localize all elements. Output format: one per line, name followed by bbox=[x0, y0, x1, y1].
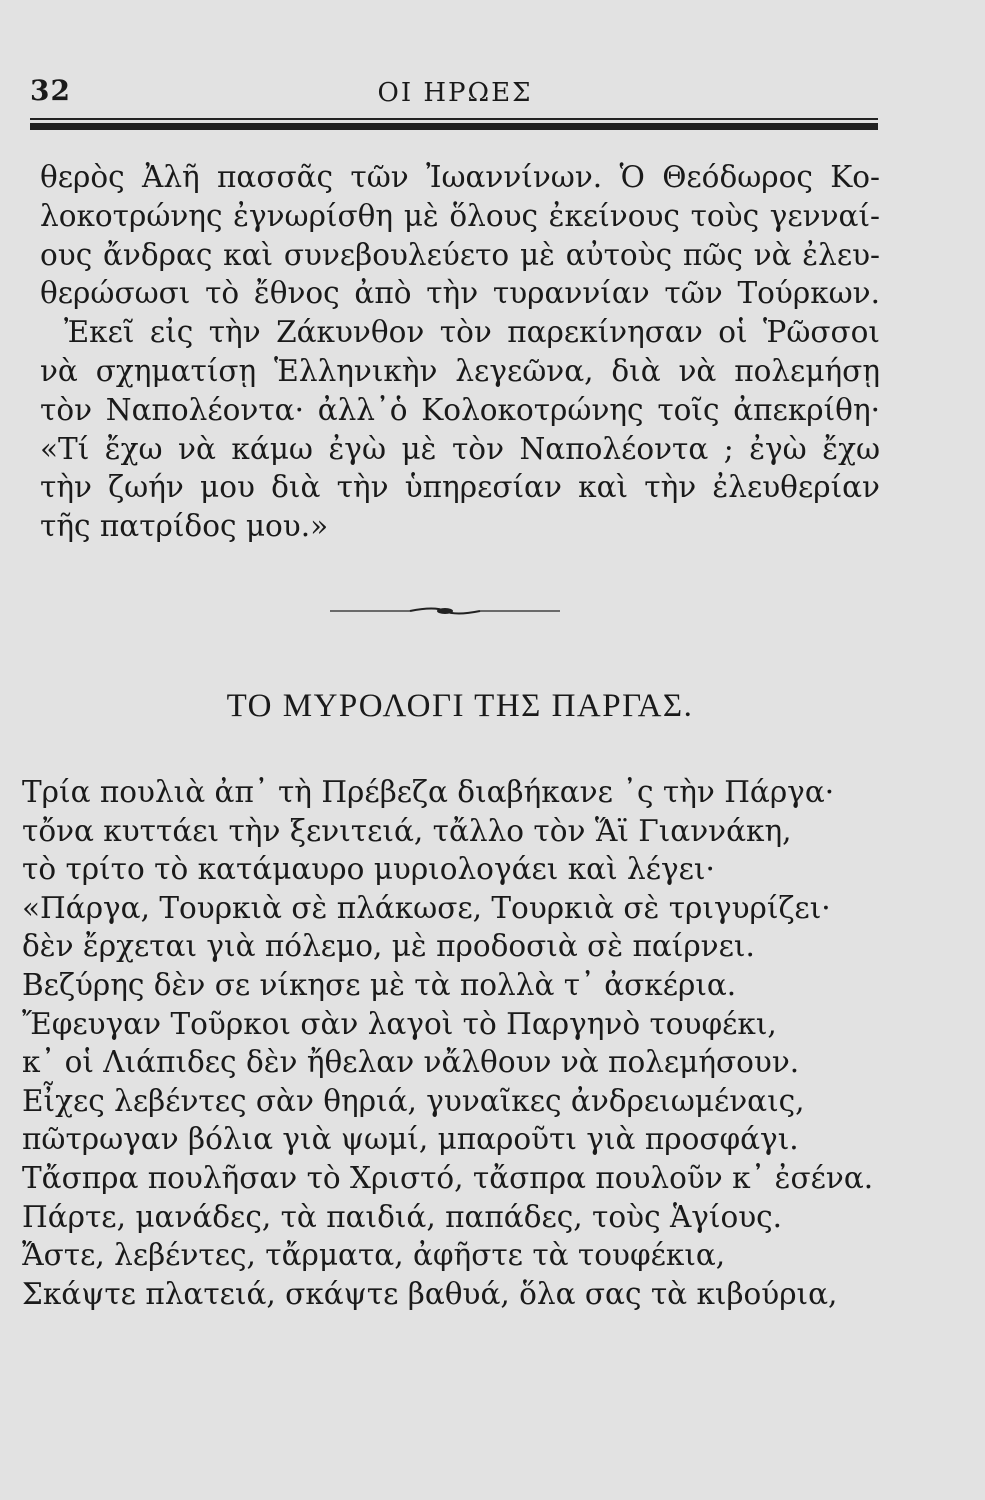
poem-line: τὄνα κυττάει τὴν ξενιτειά, τἄλλο τὸν Ἅϊ Γιαννάκη, bbox=[22, 813, 792, 848]
poem-line: Σκάψτε πλατειά, σκάψτε βαθυά, ὅλα σας τὰ κιβούρια, bbox=[22, 1276, 838, 1311]
header-rule-thick bbox=[30, 123, 878, 130]
poem-line: δὲν ἔρχεται γιὰ πόλεμο, μὲ προδοσιὰ σὲ παίρνει. bbox=[22, 929, 755, 964]
prose-line: νὰ σχηματίσῃ Ἑλληνικὴν λεγεῶνα, διὰ νὰ πολεμήσῃ bbox=[40, 353, 880, 388]
prose-line: τὴν ζωήν μου διὰ τὴν ὑπηρεσίαν καὶ τὴν ἐλευθερίαν bbox=[40, 470, 880, 505]
poem-line: Τἄσπρα πουλῆσαν τὸ Χριστό, τἄσπρα πουλοῦν κ᾽ ἐσένα. bbox=[22, 1160, 874, 1195]
prose-line: λοκοτρώνης ἐγνωρίσθη μὲ ὅλους ἐκείνους τοὺς γενναί- bbox=[40, 198, 880, 233]
poem-line: Βεζύρης δὲν σε νίκησε μὲ τὰ πολλὰ τ᾽ ἀσκέρια. bbox=[22, 967, 737, 1002]
prose-line: τῆς πατρίδος μου.» bbox=[40, 509, 329, 544]
prose-line: Ἐκεῖ εἰς τὴν Ζάκυνθον τὸν παρεκίνησαν οἱ Ῥῶσσοι bbox=[64, 315, 880, 350]
poem-line: πῶτρωγαν βόλια γιὰ ψωμί, μπαροῦτι γιὰ προσφάγι. bbox=[22, 1122, 799, 1157]
prose-line: «Τί ἔχω νὰ κάμω ἐγὼ μὲ τὸν Ναπολέοντα ; ἐγὼ ἔχω bbox=[40, 431, 880, 466]
prose-line: θερώσωσι τὸ ἔθνος ἀπὸ τὴν τυραννίαν τῶν Τούρκων. bbox=[40, 276, 880, 311]
poem-line: Πάρτε, μανάδες, τὰ παιδιά, παπάδες, τοὺς Ἁγίους. bbox=[22, 1199, 783, 1234]
prose-line: τὸν Ναπολέοντα· ἀλλ᾽ὁ Κολοκοτρώνης τοῖς ἀπεκρίθη· bbox=[40, 392, 880, 427]
prose-paragraphs bbox=[40, 158, 880, 546]
poem-line: Τρία πουλιὰ ἀπ᾽ τὴ Πρέβεζα διαβήκανε ᾽ς τὴν Πάργα· bbox=[22, 775, 835, 809]
poem-line: κ᾽ οἱ Λιάπιδες δὲν ἤθελαν νἄλθουν νὰ πολεμήσουν. bbox=[22, 1045, 800, 1080]
page-header bbox=[30, 70, 880, 110]
header-rule-thin bbox=[30, 118, 878, 120]
poem-line: «Πάργα, Τουρκιὰ σὲ πλάκωσε, Τουρκιὰ σὲ τριγυρίζει· bbox=[22, 890, 831, 925]
prose-line: ους ἄνδρας καὶ συνεβουλεύετο μὲ αὐτοὺς πῶς νὰ ἐλευ- bbox=[40, 237, 880, 272]
page-number: 32 bbox=[30, 74, 71, 107]
poem-verses bbox=[22, 773, 882, 1313]
poem-line: τὸ τρίτο τὸ κατάμαυρο μυριολογάει καὶ λέγει· bbox=[22, 852, 715, 887]
running-title: ΟΙ ΗΡΩΕΣ bbox=[377, 78, 533, 108]
poem-line: Ἄστε, λεβέντες, τἄρματα, ἀφῆστε τὰ τουφέκια, bbox=[22, 1238, 726, 1273]
prose-line: θερὸς Ἀλῆ πασσᾶς τῶν Ἰωαννίνων. Ὁ Θεόδωρος Κο- bbox=[40, 160, 880, 194]
poem-line: Ἔφευγαν Τοῦρκοι σὰν λαγοὶ τὸ Παργηνὸ τουφέκι, bbox=[22, 1006, 777, 1041]
poem-line: Εἶχες λεβέντες σὰν θηριά, γυναῖκες ἀνδρειωμέναις, bbox=[22, 1083, 805, 1118]
header-double-rule bbox=[30, 118, 878, 132]
section-title: ΤΟ ΜΥΡΟΛΟΓΙ ΤΗΣ ΠΑΡΓΑΣ. bbox=[226, 688, 694, 724]
section-divider-ornament bbox=[330, 604, 560, 618]
